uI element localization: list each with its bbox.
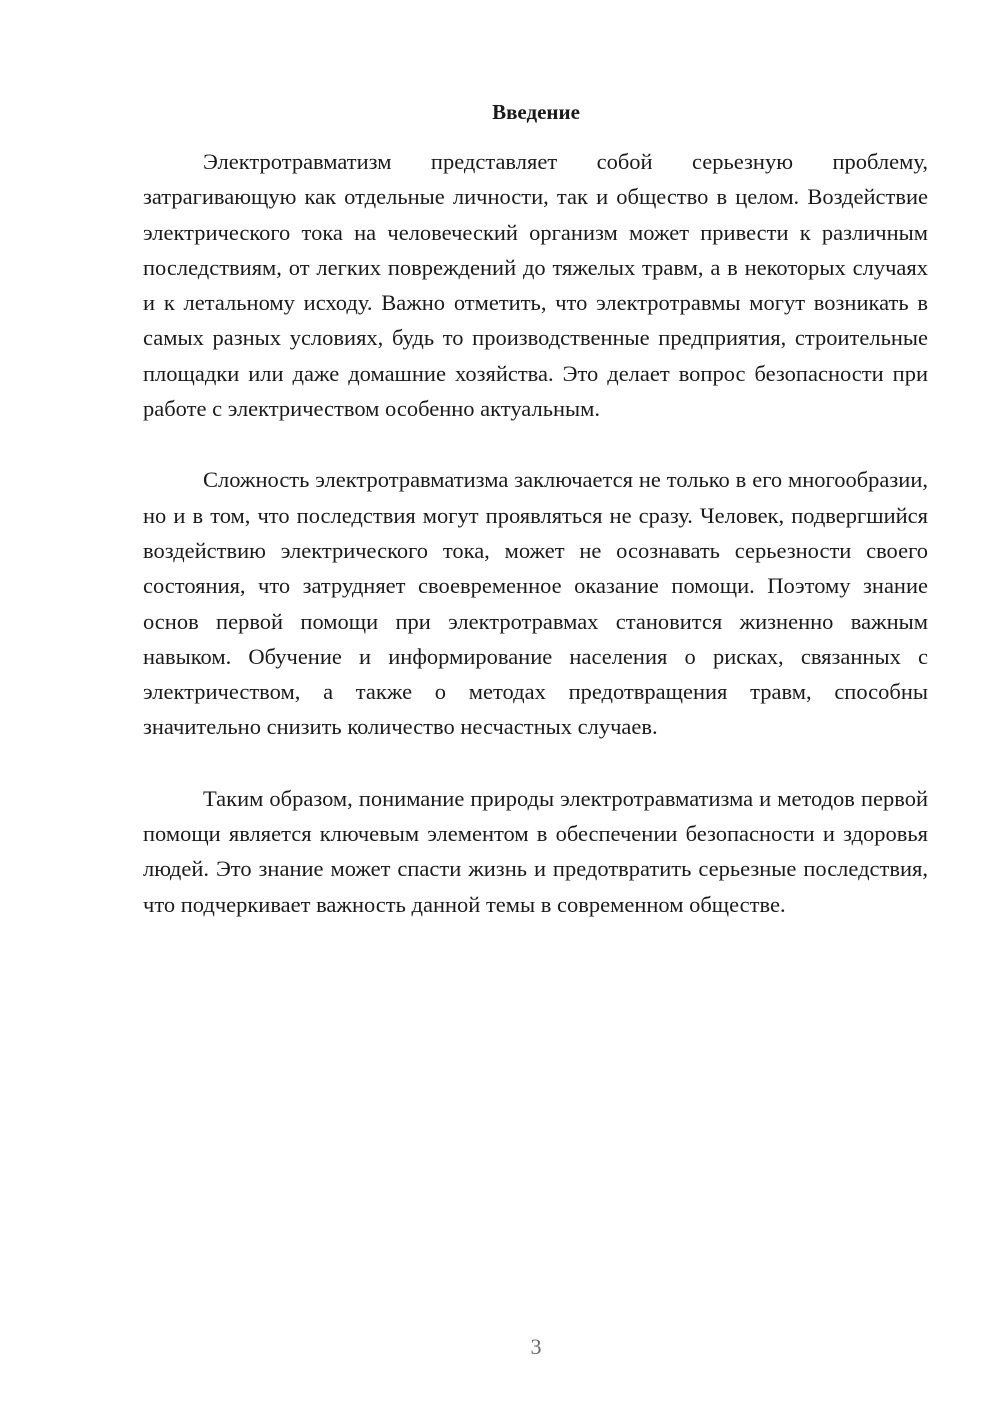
page-number: 3 <box>530 1334 542 1359</box>
paragraph-1: Электротравматизм представляет собой серьезную проблему, затрагивающую как отдельные личности, так и общество в целом. Воздействие электрического тока на человеческий организм может привести к различным последствиям, от легких повреждений до тяжелых травм, а в некоторых случаях и к летальному исходу. Важно отметить, что электротравмы могут возникать в самых разных условиях, будь то производственные предприятия, строительные площадки или даже домашние хозяйства. Это делает вопрос безопасности при работе с электричеством особенно актуальным. <box>143 149 928 422</box>
page-title: Введение <box>492 100 580 124</box>
paragraph-2: Сложность электротравматизма заключается не только в его многообразии, но и в том, что последствия могут проявляться не сразу. Человек, подвергшийся воздействию электрического тока, может не осознавать серьезности своего состояния, что затрудняет своевременное оказание помощи. Поэтому знание основ первой помощи при электротравмах становится жизненно важным навыком. Обучение и информирование населения о рисках, связанных с электричеством, а также о методах предотвращения травм, способны значительно снизить количество несчастных случаев. <box>143 467 928 740</box>
paragraph-3: Таким образом, понимание природы электротравматизма и методов первой помощи является ключевым элементом в обеспечении безопасности и здоровья людей. Это знание может спасти жизнь и предотвратить серьезные последствия, что подчеркивает важность данной темы в современном обществе. <box>143 785 928 917</box>
body-text <box>143 144 928 958</box>
